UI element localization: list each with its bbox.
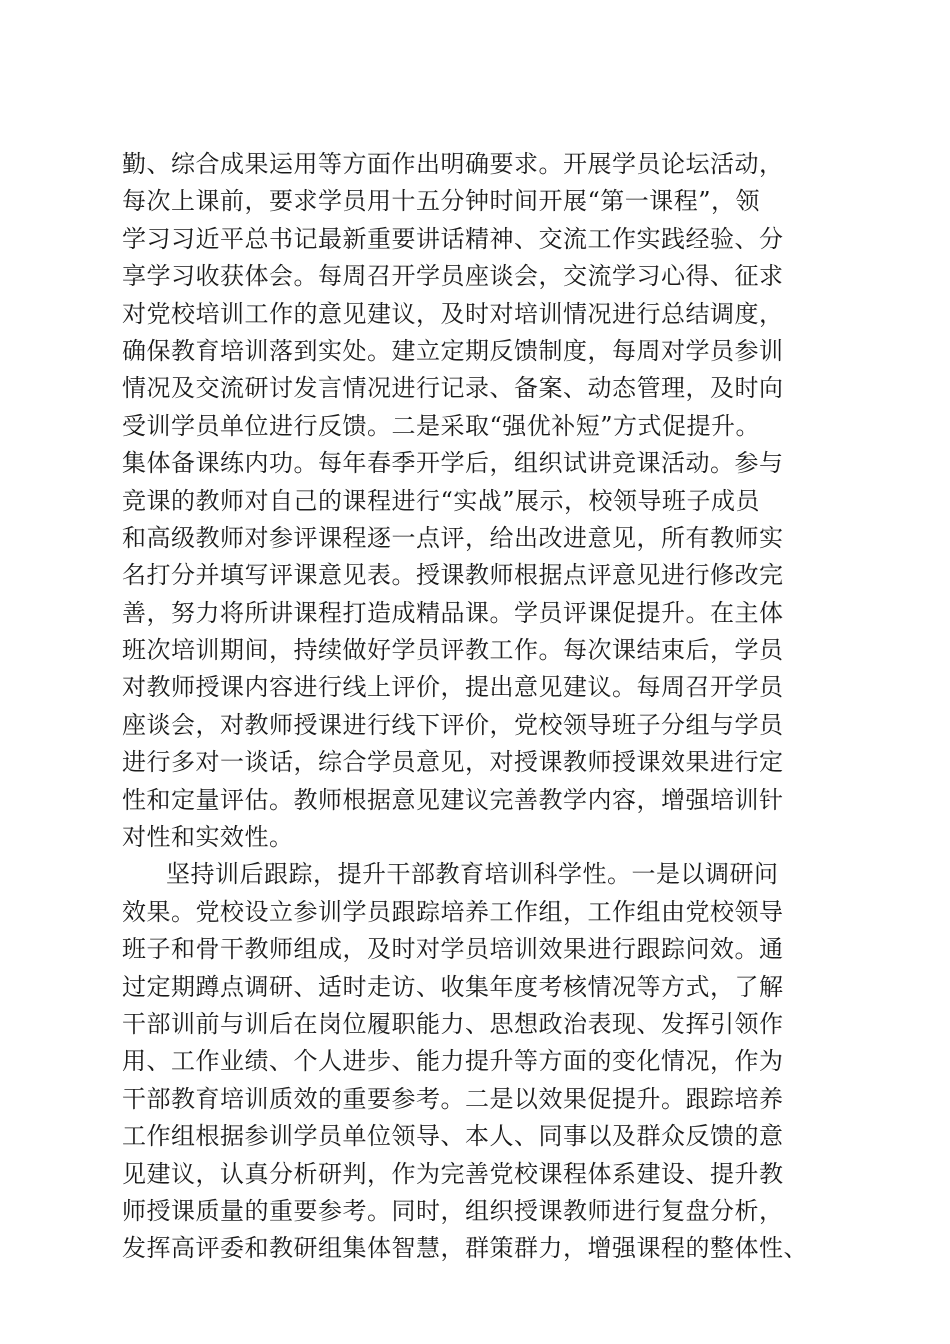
text-line-15: 对教师授课内容进行线上评价，提出意见建议。每周召开学员 — [122, 673, 784, 702]
text-line-19: 对性和实效性。 — [122, 823, 294, 852]
text-line-17: 进行多对一谈话，综合学员意见，对授课教师授课效果进行定 — [122, 748, 784, 777]
body-text — [122, 146, 842, 1268]
text-line-26: 干部教育培训质效的重要参考。二是以效果促提升。跟踪培养 — [122, 1084, 784, 1113]
text-line-11: 和高级教师对参评课程逐一点评，给出改进意见，所有教师实 — [122, 523, 784, 552]
text-line-18: 性和定量评估。教师根据意见建议完善教学内容，增强培训针 — [122, 785, 784, 814]
text-line-10: 竞课的教师对自己的课程进行“实战”展示，校领导班子成员 — [122, 486, 761, 515]
text-line-4: 享学习收获体会。每周召开学员座谈会，交流学习心得、征求 — [122, 262, 784, 291]
text-line-21: 效果。党校设立参训学员跟踪培养工作组，工作组由党校领导 — [122, 897, 784, 926]
text-line-14: 班次培训期间，持续做好学员评教工作。每次课结束后，学员 — [122, 636, 784, 665]
text-line-9: 集体备课练内功。每年春季开学后，组织试讲竞课活动。参与 — [122, 449, 784, 478]
text-line-6: 确保教育培训落到实处。建立定期反馈制度，每周对学员参训 — [122, 336, 784, 365]
text-line-5: 对党校培训工作的意见建议，及时对培训情况进行总结调度， — [122, 299, 784, 328]
text-line-3: 学习习近平总书记最新重要讲话精神、交流工作实践经验、分 — [122, 224, 784, 253]
text-line-24: 干部训前与训后在岗位履职能力、思想政治表现、发挥引领作 — [122, 1009, 784, 1038]
text-line-1: 勤、综合成果运用等方面作出明确要求。开展学员论坛活动， — [122, 150, 784, 178]
text-line-29: 师授课质量的重要参考。同时，组织授课教师进行复盘分析， — [122, 1196, 784, 1225]
text-line-25: 用、工作业绩、个人进步、能力提升等方面的变化情况，作为 — [122, 1047, 784, 1076]
text-line-22: 班子和骨干教师组成，及时对学员培训效果进行跟踪问效。通 — [122, 935, 784, 964]
text-line-2: 每次上课前，要求学员用十五分钟时间开展“第一课程”，领 — [122, 187, 761, 216]
text-line-30: 发挥高评委和教研组集体智慧，群策群力，增强课程的整体性、 — [122, 1234, 808, 1263]
text-line-28: 见建议，认真分析研判，作为完善党校课程体系建设、提升教 — [122, 1159, 784, 1188]
text-line-16: 座谈会，对教师授课进行线下评价，党校领导班子分组与学员 — [122, 710, 784, 739]
text-line-20: 坚持训后跟踪，提升干部教育培训科学性。一是以调研问 — [166, 860, 779, 889]
text-line-7: 情况及交流研讨发言情况进行记录、备案、动态管理，及时向 — [122, 374, 784, 403]
text-line-23: 过定期蹲点调研、适时走访、收集年度考核情况等方式，了解 — [122, 972, 784, 1001]
text-line-27: 工作组根据参训学员单位领导、本人、同事以及群众反馈的意 — [122, 1122, 784, 1151]
text-line-12: 名打分并填写评课意见表。授课教师根据点评意见进行修改完 — [122, 561, 784, 590]
text-line-8: 受训学员单位进行反馈。二是采取“强优补短”方式促提升。 — [122, 411, 761, 440]
text-line-13: 善，努力将所讲课程打造成精品课。学员评课促提升。在主体 — [122, 598, 784, 627]
